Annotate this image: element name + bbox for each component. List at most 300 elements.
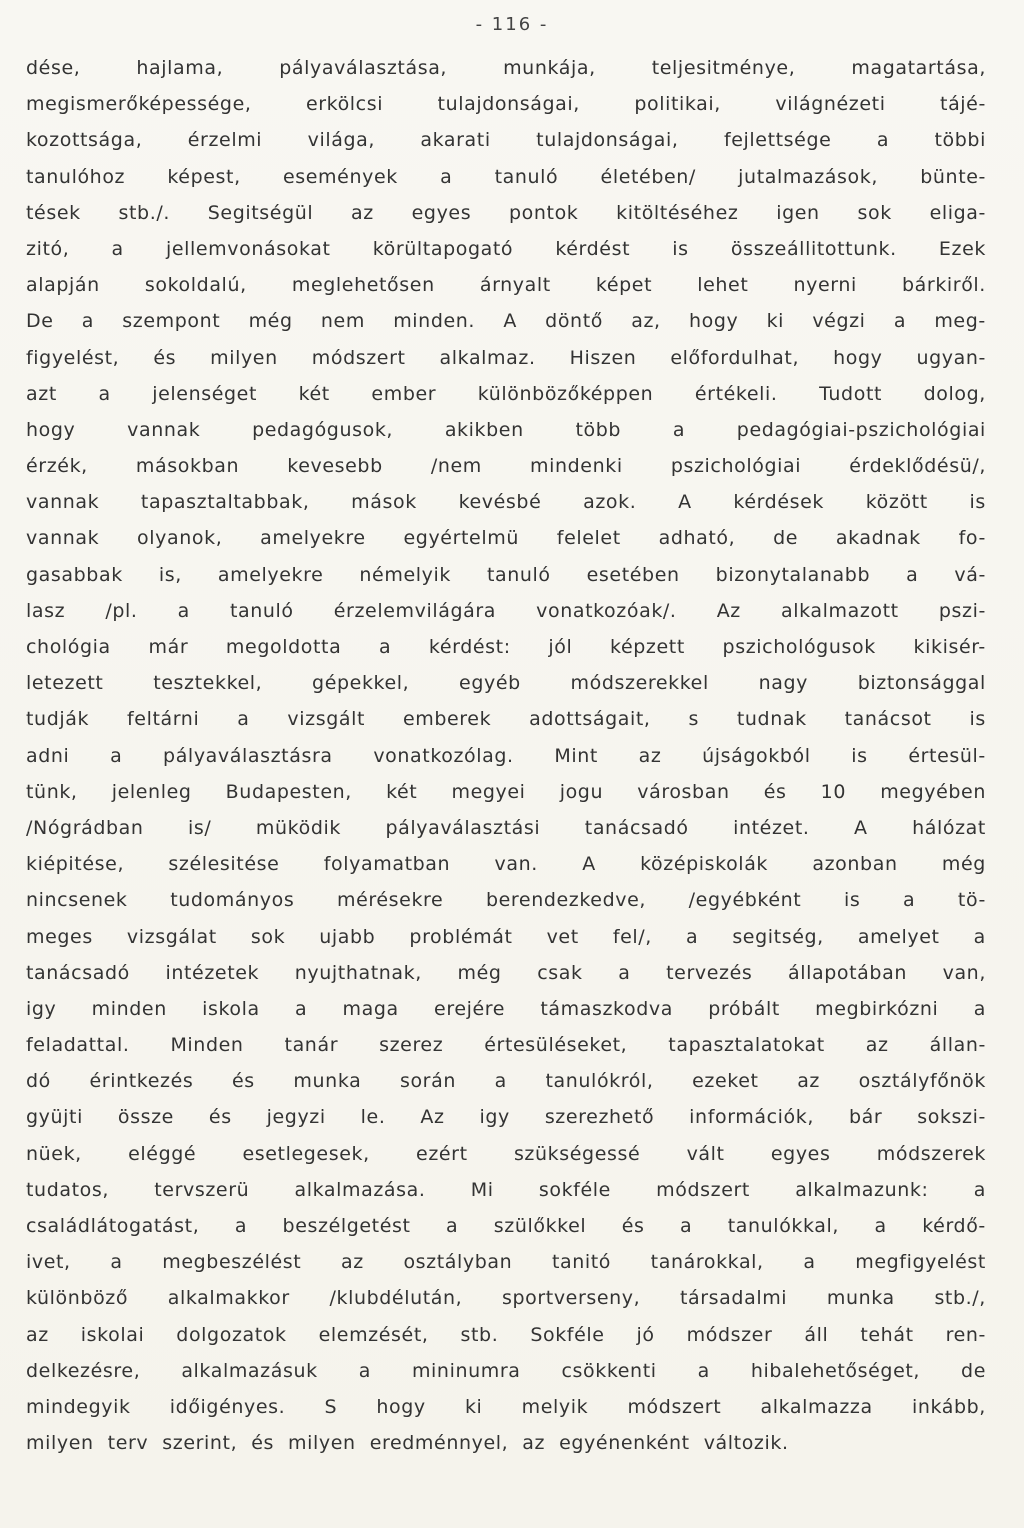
word: az	[522, 1432, 546, 1455]
word: vá-	[954, 563, 986, 586]
word: módszert	[627, 1395, 722, 1418]
word: a	[618, 961, 631, 984]
word: Az	[716, 599, 741, 622]
word: képest,	[167, 165, 241, 188]
word: alkalmaz.	[439, 346, 536, 369]
word: és	[251, 1432, 275, 1455]
word: milyen	[288, 1432, 356, 1455]
word: különbözőképpen	[477, 382, 654, 405]
word: mindenki	[530, 455, 623, 478]
word: iskola	[202, 997, 260, 1020]
word: biztonsággal	[857, 672, 986, 695]
word: Tudott	[819, 382, 883, 405]
word: tanuló	[486, 563, 551, 586]
word: A	[854, 816, 868, 839]
word: mérésekre	[336, 889, 444, 912]
word: tesztekkel,	[153, 672, 263, 695]
word: akadnak	[835, 527, 921, 550]
word: bár	[848, 1106, 883, 1129]
word: folyamatban	[323, 853, 451, 876]
word: hogy	[688, 310, 739, 333]
word: az	[638, 744, 662, 767]
text-line	[26, 1389, 986, 1425]
word: próbált	[708, 997, 780, 1020]
text-line	[26, 303, 986, 339]
word: a	[446, 1215, 459, 1237]
word: Minden	[170, 1034, 244, 1057]
word: alkalmazza	[760, 1395, 873, 1418]
word: Segitségül	[207, 201, 314, 224]
word: események	[282, 165, 398, 188]
word: érintkezés	[89, 1070, 194, 1093]
word: megbeszélést	[162, 1251, 302, 1274]
word: módszert	[311, 346, 406, 369]
word: dolog,	[923, 382, 986, 405]
word: érzelemvilágára	[333, 599, 497, 622]
word: különböző	[26, 1287, 129, 1310]
word: de	[773, 527, 799, 550]
word: A	[503, 310, 517, 333]
text-line	[26, 1136, 986, 1172]
word: némelyik	[359, 563, 451, 586]
word: tések	[26, 201, 81, 224]
word: körültapogató	[372, 237, 514, 260]
word: pályaválasztási	[385, 816, 541, 839]
word: világa,	[307, 129, 375, 152]
word: módszert	[656, 1178, 750, 1201]
word: jogu	[559, 780, 604, 803]
word: a	[177, 599, 190, 622]
text-line	[26, 448, 986, 484]
word: sok	[250, 925, 286, 948]
word: adni	[26, 744, 70, 767]
word: jegyzi	[266, 1106, 326, 1129]
word: le.	[360, 1106, 386, 1129]
word: tanácsadó	[584, 816, 689, 839]
word: hogy	[376, 1395, 426, 1418]
text-line	[26, 122, 986, 158]
word: is	[969, 491, 986, 514]
word: az	[340, 1251, 364, 1274]
word: két	[298, 382, 330, 405]
word: pszichológusok	[722, 636, 876, 658]
word: fo-	[958, 527, 986, 550]
word: S	[324, 1395, 338, 1418]
word: elemzését,	[318, 1323, 429, 1346]
word: életében/	[600, 165, 696, 188]
word: A	[678, 491, 692, 514]
text-line	[26, 195, 986, 231]
word: akarati	[420, 129, 491, 152]
word: módszerek	[876, 1142, 986, 1165]
word: másokban	[135, 455, 240, 478]
word: középiskolák	[640, 853, 769, 876]
word: alkalmazása.	[294, 1178, 426, 1201]
text-line	[26, 1425, 986, 1461]
word: még	[941, 853, 986, 876]
word: egyes	[411, 201, 472, 224]
word: minden	[91, 997, 167, 1020]
word: felelet	[556, 527, 621, 550]
word: jellemvonásokat	[165, 237, 331, 260]
text-line	[26, 846, 986, 882]
word: képzett	[610, 636, 685, 658]
word: változik.	[703, 1432, 789, 1455]
word: tanitó	[551, 1251, 612, 1274]
word: a	[893, 310, 907, 333]
word: letezett	[26, 672, 104, 695]
text-line	[26, 484, 986, 520]
word: erkölcsi	[305, 93, 384, 116]
text-line	[26, 1063, 986, 1099]
word: állan-	[929, 1034, 986, 1057]
text-line	[26, 701, 986, 737]
text-line	[26, 86, 986, 122]
word: kiépitése,	[26, 853, 125, 876]
word: adottságait,	[529, 708, 651, 731]
word: tö-	[957, 889, 986, 912]
word: pályaválasztásra	[163, 744, 333, 767]
word: fel/,	[612, 925, 652, 948]
word: többi	[934, 129, 986, 152]
word: ugyan-	[916, 346, 986, 369]
word: két	[386, 780, 418, 803]
text-line	[26, 412, 986, 448]
word: tanácsadó	[26, 961, 130, 984]
word: is	[969, 708, 986, 731]
word: tanárokkal,	[650, 1251, 764, 1274]
text-line	[26, 593, 986, 629]
word: bárkiről.	[902, 274, 986, 297]
word: dolgozatok	[176, 1323, 287, 1346]
word: csak	[537, 961, 583, 984]
word: újságokból	[702, 744, 811, 767]
word: berendezkedve,	[485, 889, 647, 912]
word: ren-	[945, 1323, 986, 1346]
word: érzelmi	[187, 129, 263, 152]
word: jutalmazások,	[738, 165, 878, 188]
word: milyen	[26, 1432, 94, 1455]
word: /klubdélután,	[329, 1287, 463, 1310]
word: tudják	[26, 708, 90, 731]
word: a	[803, 1251, 816, 1274]
word: figyelést,	[26, 346, 120, 369]
word: vannak	[26, 491, 100, 514]
word: bizonytalanabb	[715, 563, 871, 586]
word: tulajdonságai,	[437, 93, 580, 116]
word: kérdések	[733, 491, 825, 514]
text-line	[26, 340, 986, 376]
word: is/	[188, 816, 212, 839]
word: információk,	[689, 1106, 815, 1129]
word: a	[686, 925, 699, 948]
word: meg-	[934, 310, 986, 333]
word: pedagógusok,	[252, 418, 394, 441]
word: az,	[631, 310, 661, 333]
word: ivet,	[26, 1251, 71, 1274]
word: érdeklődésü/,	[849, 455, 986, 478]
word: a	[973, 997, 986, 1020]
word: van,	[942, 961, 986, 984]
word: tanulóhoz	[26, 165, 126, 188]
text-line	[26, 919, 986, 955]
word: lasz	[26, 599, 66, 622]
word: a	[111, 237, 124, 260]
word: sok	[857, 201, 892, 224]
word: stb./.	[118, 201, 170, 224]
word: hálózat	[912, 816, 986, 839]
word: a	[378, 636, 392, 658]
word: módszerekkel	[570, 672, 709, 695]
word: eliga-	[929, 201, 986, 224]
word: 10	[820, 780, 847, 803]
word: magatartása,	[851, 57, 986, 79]
word: állapotában	[788, 961, 907, 984]
word: kérdő-	[922, 1215, 986, 1237]
word: tájé-	[940, 93, 986, 116]
word: a	[874, 1215, 887, 1237]
word: intézetek	[165, 961, 260, 984]
word: értesül-	[908, 744, 986, 767]
word: osztályfőnök	[858, 1070, 986, 1093]
word: még	[457, 961, 502, 984]
word: terv	[107, 1432, 149, 1455]
word: jelenséget	[152, 382, 258, 405]
word: politikai,	[634, 93, 721, 116]
word: között	[865, 491, 928, 514]
word: adható,	[658, 527, 736, 550]
text-line	[26, 557, 986, 593]
word: nyerni	[793, 274, 857, 297]
word: inkább,	[911, 1395, 986, 1418]
word: jól	[548, 636, 573, 658]
word: a	[440, 165, 453, 188]
word: alkalmazásuk	[181, 1359, 318, 1382]
word: alapján	[26, 274, 100, 297]
word: értesüléseket,	[484, 1034, 628, 1057]
word: segitség,	[732, 925, 824, 948]
word: teljesitménye,	[651, 57, 796, 79]
word: Mint	[554, 744, 598, 767]
word: emberek	[402, 708, 492, 731]
word: még	[248, 310, 293, 333]
word: alkalmakkor	[167, 1287, 290, 1310]
word: érzék,	[26, 455, 88, 478]
word: megbirkózni	[815, 997, 939, 1020]
word: azonban	[812, 853, 898, 876]
word: Budapesten,	[225, 780, 352, 803]
word: nem	[320, 310, 365, 333]
word: tünk,	[26, 780, 78, 803]
word: vizsgált	[287, 708, 366, 731]
word: árnyalt	[479, 274, 551, 297]
text-line	[26, 1027, 986, 1063]
word: kikisér-	[913, 636, 986, 658]
text-line	[26, 1317, 986, 1353]
word: hogy	[833, 346, 883, 369]
word: is	[672, 237, 689, 260]
word: a	[237, 708, 250, 731]
word: amelyekre	[217, 563, 324, 586]
word: pszi-	[938, 599, 986, 622]
word: vannak	[127, 418, 201, 441]
text-line	[26, 159, 986, 195]
word: vonatkozólag.	[373, 744, 514, 767]
word: a	[903, 889, 916, 912]
word: áll	[804, 1323, 829, 1346]
word: szükségessé	[513, 1142, 641, 1165]
word: értékeli.	[694, 382, 778, 405]
word: vizsgálat	[126, 925, 217, 948]
word: van.	[494, 853, 538, 876]
word: városban	[637, 780, 730, 803]
word: alkalmazott	[780, 599, 899, 622]
word: jelenleg	[111, 780, 192, 803]
word: tulajdonságai,	[536, 129, 679, 152]
word: olyanok,	[137, 527, 223, 550]
text-line	[26, 1172, 986, 1208]
word: amelyet	[857, 925, 940, 948]
word: tudományos	[170, 889, 295, 912]
word: képet	[595, 274, 653, 297]
text-line	[26, 376, 986, 412]
word: mások	[351, 491, 417, 514]
word: Az	[420, 1106, 445, 1129]
word: a	[906, 563, 919, 586]
word: Hiszen	[569, 346, 637, 369]
word: szerezhető	[544, 1106, 655, 1129]
word: pedagógiai-pszichológiai	[736, 418, 986, 441]
word: esetében	[586, 563, 680, 586]
word: az	[797, 1070, 821, 1093]
word: dó	[26, 1070, 51, 1093]
word: sokszi-	[917, 1106, 986, 1129]
word: munkája,	[503, 57, 596, 79]
word: De	[26, 310, 54, 333]
word: a	[98, 382, 111, 405]
text-line	[26, 1208, 986, 1244]
word: esetlegesek,	[242, 1142, 370, 1165]
word: erejére	[434, 997, 506, 1020]
word: pályaválasztása,	[279, 57, 448, 79]
word: a	[234, 1215, 248, 1237]
word: minden.	[393, 310, 476, 333]
word: tanácsot	[844, 708, 932, 731]
word: pszichológiai	[670, 455, 802, 478]
word: a	[680, 1215, 693, 1237]
word: szempont	[122, 310, 221, 333]
word: szerint,	[162, 1432, 238, 1455]
word: a	[358, 1359, 371, 1382]
word: tanuló	[494, 165, 559, 188]
text-line	[26, 665, 986, 701]
word: A	[582, 853, 596, 876]
text-line	[26, 738, 986, 774]
word: hibalehetőséget,	[750, 1359, 921, 1382]
word: az	[865, 1034, 889, 1057]
word: világnézeti	[775, 93, 886, 116]
word: tanár	[284, 1034, 339, 1057]
word: ezért	[416, 1142, 468, 1165]
text-line	[26, 520, 986, 556]
word: egyénenként	[559, 1432, 690, 1455]
word: és	[763, 780, 787, 803]
text-line	[26, 629, 986, 665]
word: vonatkozóak/.	[536, 599, 677, 622]
word: jó	[636, 1323, 655, 1346]
word: gépekkel,	[312, 672, 410, 695]
word: a	[494, 1070, 507, 1093]
word: gyüjti	[26, 1106, 83, 1129]
text-line	[26, 810, 986, 846]
word: és	[208, 1106, 232, 1129]
word: megyei	[451, 780, 526, 803]
word: tervezés	[666, 961, 753, 984]
word: kevesebb	[287, 455, 383, 478]
word: sokoldalú,	[144, 274, 247, 297]
text-line	[26, 955, 986, 991]
word: intézet.	[733, 816, 810, 839]
word: melyik	[521, 1395, 589, 1418]
word: eléggé	[128, 1142, 197, 1165]
word: pontok	[509, 201, 579, 224]
word: módszer	[686, 1323, 773, 1346]
word: szélesitése	[168, 853, 280, 876]
word: ki	[766, 310, 785, 333]
word: tanulókról,	[545, 1070, 654, 1093]
word: nüek,	[26, 1142, 82, 1165]
word: iskolai	[80, 1323, 145, 1346]
word: szülőkkel	[493, 1215, 587, 1237]
word: kozottsága,	[26, 129, 143, 152]
word: ki	[464, 1395, 483, 1418]
word: a	[973, 925, 986, 948]
word: stb.	[460, 1323, 499, 1346]
word: dése,	[26, 57, 81, 79]
word: kevésbé	[458, 491, 542, 514]
word: és	[621, 1215, 645, 1237]
word: /nem	[430, 455, 482, 478]
word: s	[688, 708, 699, 731]
word: a	[672, 418, 686, 441]
word: kérdést:	[428, 636, 511, 658]
word: is,	[158, 563, 182, 586]
word: végzi	[812, 310, 866, 333]
text-line	[26, 774, 986, 810]
word: vet	[546, 925, 579, 948]
word: problémát	[409, 925, 513, 948]
word: a	[697, 1359, 710, 1382]
word: döntő	[545, 310, 603, 333]
word: tehát	[860, 1323, 914, 1346]
word: egyes	[770, 1142, 831, 1165]
text-line	[26, 882, 986, 918]
word: az	[351, 201, 374, 224]
word: tanulókkal,	[727, 1215, 840, 1237]
word: szerez	[379, 1034, 444, 1057]
word: hajlama,	[136, 57, 224, 79]
word: azt	[26, 382, 57, 405]
word: vannak	[26, 527, 100, 550]
word: de	[961, 1359, 986, 1382]
text-line	[26, 1244, 986, 1280]
word: nyujthatnak,	[294, 961, 422, 984]
word: több	[575, 418, 622, 441]
word: a	[81, 310, 95, 333]
text-line	[26, 267, 986, 303]
word: és	[153, 346, 177, 369]
text-line	[26, 231, 986, 267]
